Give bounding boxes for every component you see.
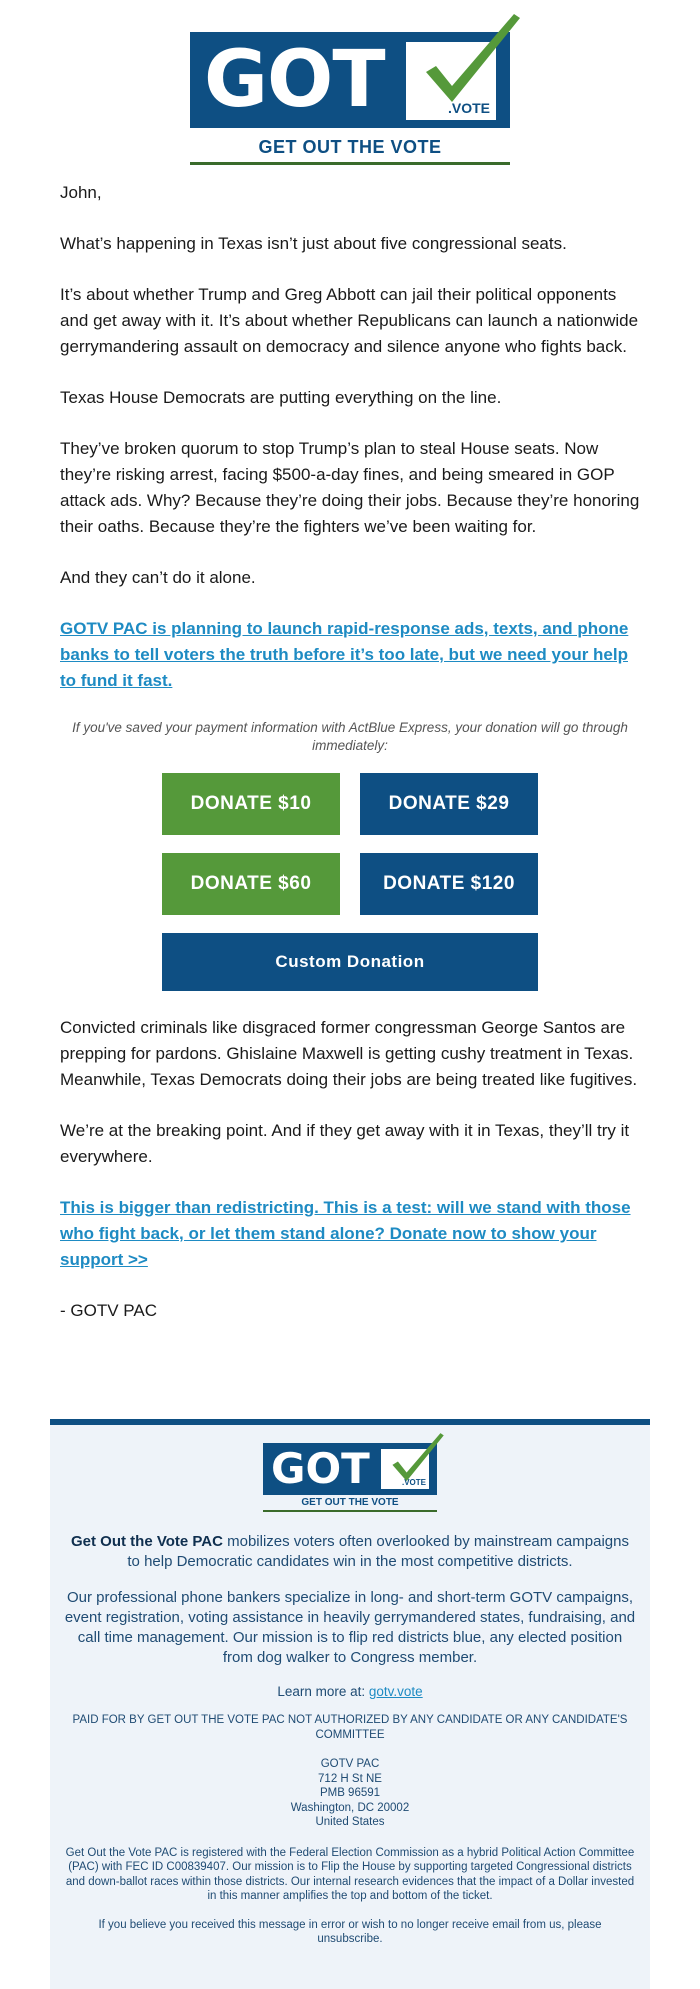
address-line: PMB 96591 <box>319 1787 381 1799</box>
fec-disclaimer: Get Out the Vote PAC is registered with the Federal Election Commission as a hybrid Political Action Committee (PAC) with FEC ID C00839407. Our mission is to Flip the House by supporting targeted Congressional districts and down-ballot races within those districts. Our internal research evidences that the impact of a Dollar invested in this manner amplifies the top and bottom of the ticket. <box>65 1846 635 1902</box>
address-line: Washington, DC 20002 <box>290 1801 410 1814</box>
custom-donation-button[interactable]: Custom Donation <box>162 933 538 991</box>
footer <box>50 1419 650 1989</box>
learn-more-label: Learn more at: <box>277 1684 369 1699</box>
header-logo[interactable] <box>0 8 700 165</box>
paragraph-6: Convicted criminals like disgraced former congressman George Santos are prepping for pardons. Ghislaine Maxwell is getting cushy treatment in Texas. Meanwhile, Texas Democrats doing their jobs are being treated like fugitives. <box>60 1018 638 1089</box>
donate-29-button[interactable]: DONATE $29 <box>360 773 538 835</box>
unsubscribe-notice[interactable]: If you believe you received this message in error or wish to no longer receive email from us, please unsubscribe. <box>98 1918 602 1945</box>
signoff: - GOTV PAC <box>60 1301 157 1320</box>
address-line: 712 H St NE <box>318 1772 382 1785</box>
paid-for-disclaimer: PAID FOR BY GET OUT THE VOTE PAC NOT AUTHORIZED BY ANY CANDIDATE OR ANY CANDIDATE'S COMMITTEE <box>72 1714 628 1741</box>
donation-buttons <box>162 773 538 991</box>
paragraph-3: Texas House Democrats are putting everything on the line. <box>60 388 502 407</box>
actblue-note: If you've saved your payment information with ActBlue Express, your donation will go through immediately: <box>72 720 628 753</box>
footer-learn-more <box>50 1684 650 1699</box>
footer-logo-vote-text: .VOTE <box>401 1478 426 1487</box>
footer-intro-text: mobilizes voters often overlooked by mainstream campaigns to help Democratic candidates win in the most competitive districts. <box>127 1533 629 1570</box>
cta-paragraph-1 <box>60 616 640 694</box>
checkmark-icon <box>416 10 526 120</box>
paragraph-4: They’ve broken quorum to stop Trump’s plan to steal House seats. Now they’re risking arrest, facing $500-a-day fines, and being smeared in GOP attack ads. Why? Because they’re doing their jobs. Because they’re honoring their oaths. Because they’re the fighters we’ve been waiting for. <box>60 439 640 536</box>
donate-10-button[interactable]: DONATE $10 <box>162 773 340 835</box>
address-line: United States <box>315 1816 385 1828</box>
footer-org-name: Get Out the Vote PAC <box>71 1533 223 1550</box>
address-line: GOTV PAC <box>320 1758 380 1770</box>
footer-description: Our professional phone bankers specialize in long- and short-term GOTV campaigns, event registration, voting assistance in heavily gerrymandered states, fundraising, and call time management. Our mission is to flip red districts blue, any elected position from dog walker to Congress member. <box>64 1589 636 1666</box>
donate-120-button[interactable]: DONATE $120 <box>360 853 538 915</box>
footer-intro <box>64 1532 636 1572</box>
donate-60-button[interactable]: DONATE $60 <box>162 853 340 915</box>
footer-logo[interactable] <box>263 1443 437 1512</box>
logo-box <box>190 32 510 128</box>
footer-checkmark-icon <box>387 1431 447 1491</box>
paragraph-1: What’s happening in Texas isn’t just about five congressional seats. <box>60 234 567 253</box>
greeting: John, <box>60 183 102 202</box>
mailing-address <box>50 1757 650 1830</box>
paragraph-2: It’s about whether Trump and Greg Abbott can jail their political opponents and get away with it. It’s about whether Republicans can launch a nationwide gerrymandering assault on democracy and silence anyone who fights back. <box>60 285 639 356</box>
cta-paragraph-2 <box>60 1195 640 1273</box>
footer-logo-tagline: GET OUT THE VOTE <box>263 1495 437 1512</box>
paragraph-7: We’re at the breaking point. And if they get away with it in Texas, they’ll try it everywhere. <box>60 1121 630 1166</box>
footer-logo-got-text: GOT <box>271 1444 370 1493</box>
cta-link-support[interactable]: This is bigger than redistricting. This is a test: will we stand with those who fight back, or let them stand alone? Donate now to show your support >> <box>60 1198 631 1269</box>
website-link[interactable]: gotv.vote <box>368 1684 423 1699</box>
cta-link-fund[interactable]: GOTV PAC is planning to launch rapid-response ads, texts, and phone banks to tell voters the truth before it’s too late, but we need your help to fund it fast. <box>60 619 629 690</box>
donate-row-2 <box>162 853 538 915</box>
letter-body <box>60 180 640 1349</box>
logo-got-text: GOT <box>204 35 385 125</box>
logo-tagline: GET OUT THE VOTE <box>190 137 510 165</box>
donate-row-1 <box>162 773 538 835</box>
footer-logo-box <box>263 1443 437 1495</box>
logo-vote-text: .VOTE <box>447 100 490 116</box>
paragraph-5: And they can’t do it alone. <box>60 568 256 587</box>
